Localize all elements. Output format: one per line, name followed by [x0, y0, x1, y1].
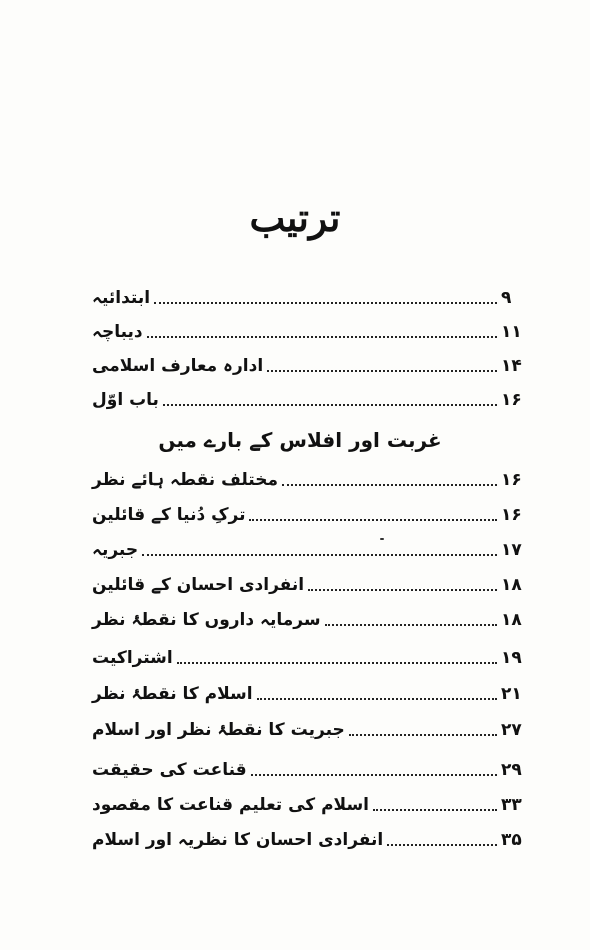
toc-entry-page: ۱۸	[501, 610, 522, 630]
toc-entry-label: انفرادی احسان کے قائلین	[92, 575, 305, 595]
toc-entry-page: ۱۶	[501, 470, 522, 490]
toc-entry-label: جبریت کا نقطۂ نظر اور اسلام	[92, 720, 345, 740]
toc-entry-label: ابتدائیہ	[92, 288, 151, 308]
toc-entry-page: ۳۳	[501, 795, 522, 815]
toc-entry	[88, 712, 525, 742]
toc-entry	[88, 462, 525, 492]
toc-entry-page: ۱۶	[501, 505, 522, 525]
dot-leader	[147, 335, 497, 338]
toc-entry-page: ۱۱	[501, 322, 522, 342]
toc-entry-label: باب اوّل	[92, 390, 159, 410]
toc-entry	[88, 348, 525, 378]
toc-entry-label: اسلام کا نقطۂ نظر	[92, 684, 253, 704]
toc-entry-page: ۱۶	[501, 390, 522, 410]
toc-entry-label: جبریہ	[92, 540, 139, 560]
toc-entry-label: سرمایہ داروں کا نقطۂ نظر	[92, 610, 321, 630]
toc-entry-label: مختلف نقطہ ہائے نظر	[92, 470, 279, 490]
toc-entry	[88, 567, 525, 597]
toc-entry-page: ۳۵	[501, 830, 522, 850]
toc-entry-label: ادارہ معارف اسلامی	[92, 356, 264, 376]
toc-entry-label: اشتراکیت	[92, 648, 173, 668]
toc-entry	[88, 532, 525, 562]
toc-entry-page: ۱۴	[501, 356, 522, 376]
toc-entry-label: ترکِ دُنیا کے قائلین	[92, 505, 246, 525]
dot-leader	[373, 808, 497, 811]
dot-leader	[154, 301, 497, 304]
dot-leader	[251, 773, 497, 776]
toc-entry	[88, 787, 525, 817]
toc-entry-label: اسلام کی تعلیم قناعت کا مقصود	[92, 795, 370, 815]
page-title: ترتیب	[249, 195, 341, 240]
dot-leader	[282, 483, 497, 486]
toc-entry-page: ۱۹	[501, 648, 522, 668]
toc-entry-label: دیباچہ	[92, 322, 143, 342]
toc-entry	[88, 382, 525, 412]
toc-entry	[88, 314, 525, 344]
dot-leader	[349, 733, 497, 736]
toc-entry	[88, 602, 525, 632]
toc-entry-page: ۲۱	[501, 684, 522, 704]
toc-entry	[88, 676, 525, 706]
dot-leader	[177, 661, 497, 664]
section-heading: غربت اور افلاس کے بارے میں	[158, 428, 442, 452]
toc-entry-page: ۲۹	[501, 760, 522, 780]
toc-entry	[88, 822, 525, 852]
dot-leader	[257, 697, 497, 700]
toc-entry-label: انفرادی احسان کا نظریہ اور اسلام	[92, 830, 384, 850]
toc-entry-page: ۹	[501, 288, 512, 308]
dot-leader	[325, 623, 497, 626]
dot-leader	[142, 553, 497, 556]
toc-entry-label: قناعت کی حقیقت	[92, 760, 247, 780]
toc-entry-page: ۲۷	[501, 720, 522, 740]
toc-entry	[88, 752, 525, 782]
toc-entry-page: ۱۸	[501, 575, 522, 595]
print-speck	[380, 538, 384, 540]
toc-entry	[88, 497, 525, 527]
toc-entry	[88, 280, 525, 310]
dot-leader	[249, 518, 497, 521]
toc-entry	[88, 640, 525, 670]
dot-leader	[267, 369, 497, 372]
dot-leader	[387, 843, 497, 846]
toc-entry-page: ۱۷	[501, 540, 522, 560]
dot-leader	[163, 403, 497, 406]
dot-leader	[308, 588, 497, 591]
